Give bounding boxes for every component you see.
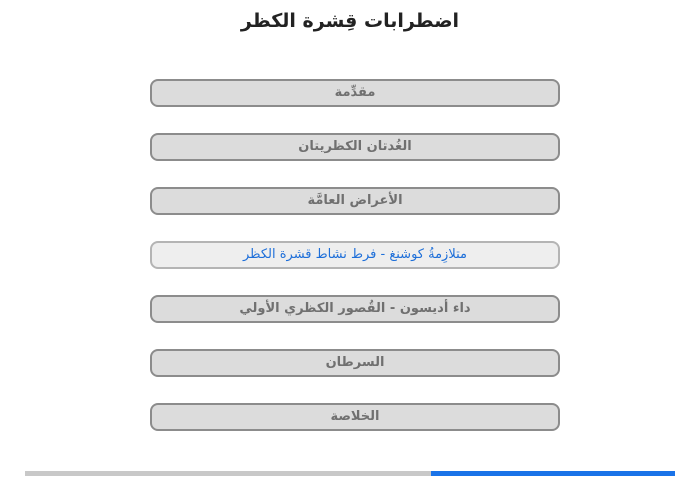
progress-bar	[25, 471, 675, 476]
menu-item-addison-disease[interactable]: داء أديسون - القُصور الكظري الأولي	[150, 295, 560, 323]
menu-item-summary[interactable]: الخلاصة	[150, 403, 560, 431]
page-title: اضطرابات قِشرة الكظر	[240, 10, 460, 32]
menu-item-cushing-syndrome[interactable]: متلازِمةُ كوشنغ - فرط نشاط قشرة الكظر	[150, 241, 560, 269]
progress-bar-fill	[431, 471, 675, 476]
menu-item-adrenal-glands[interactable]: الغُدتان الكظريتان	[150, 133, 560, 161]
menu-item-introduction[interactable]: مقدِّمة	[150, 79, 560, 107]
menu-item-general-symptoms[interactable]: الأعراض العامَّة	[150, 187, 560, 215]
chapter-menu	[150, 79, 560, 457]
menu-item-cancer[interactable]: السرطان	[150, 349, 560, 377]
